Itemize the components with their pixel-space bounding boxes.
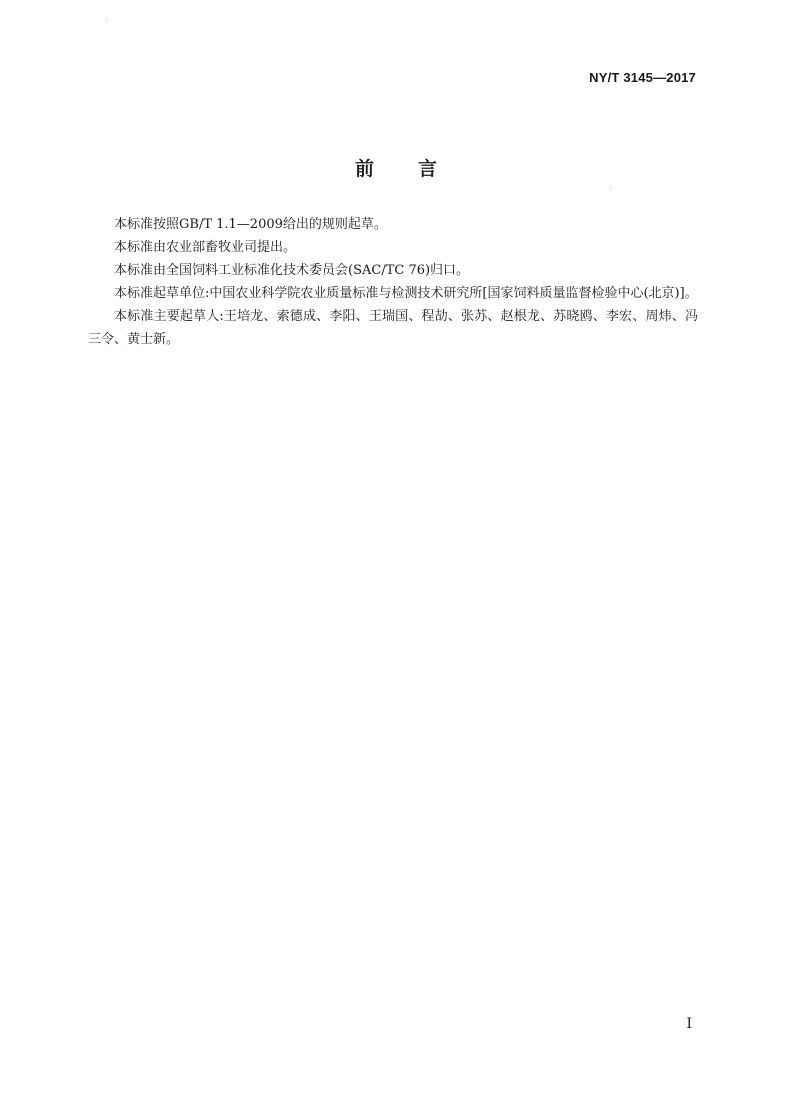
foreword-paragraph: 本标准按照GB/T 1.1—2009给出的规则起草。 [114,217,387,232]
foreword-body [88,213,698,351]
page-number: I [686,1016,692,1032]
foreword-paragraph: 本标准主要起草人:王培龙、索德成、李阳、王瑞国、程劼、张苏、赵根龙、苏晓鸥、李宏、周炜、冯三令、黄士新。 [88,309,698,347]
foreword-paragraph: 本标准由农业部畜牧业司提出。 [114,240,297,255]
foreword-paragraph: 本标准起草单位:中国农业科学院农业质量标准与检测技术研究所[国家饲料质量监督检验中心(北京)]。 [114,286,698,301]
scan-speck [106,20,107,21]
scan-speck [610,188,611,189]
standard-number: NY/T 3145—2017 [589,70,696,85]
foreword-title: 前言 [354,158,481,180]
foreword-paragraph: 本标准由全国饲料工业标准化技术委员会(SAC/TC 76)归口。 [114,263,470,278]
